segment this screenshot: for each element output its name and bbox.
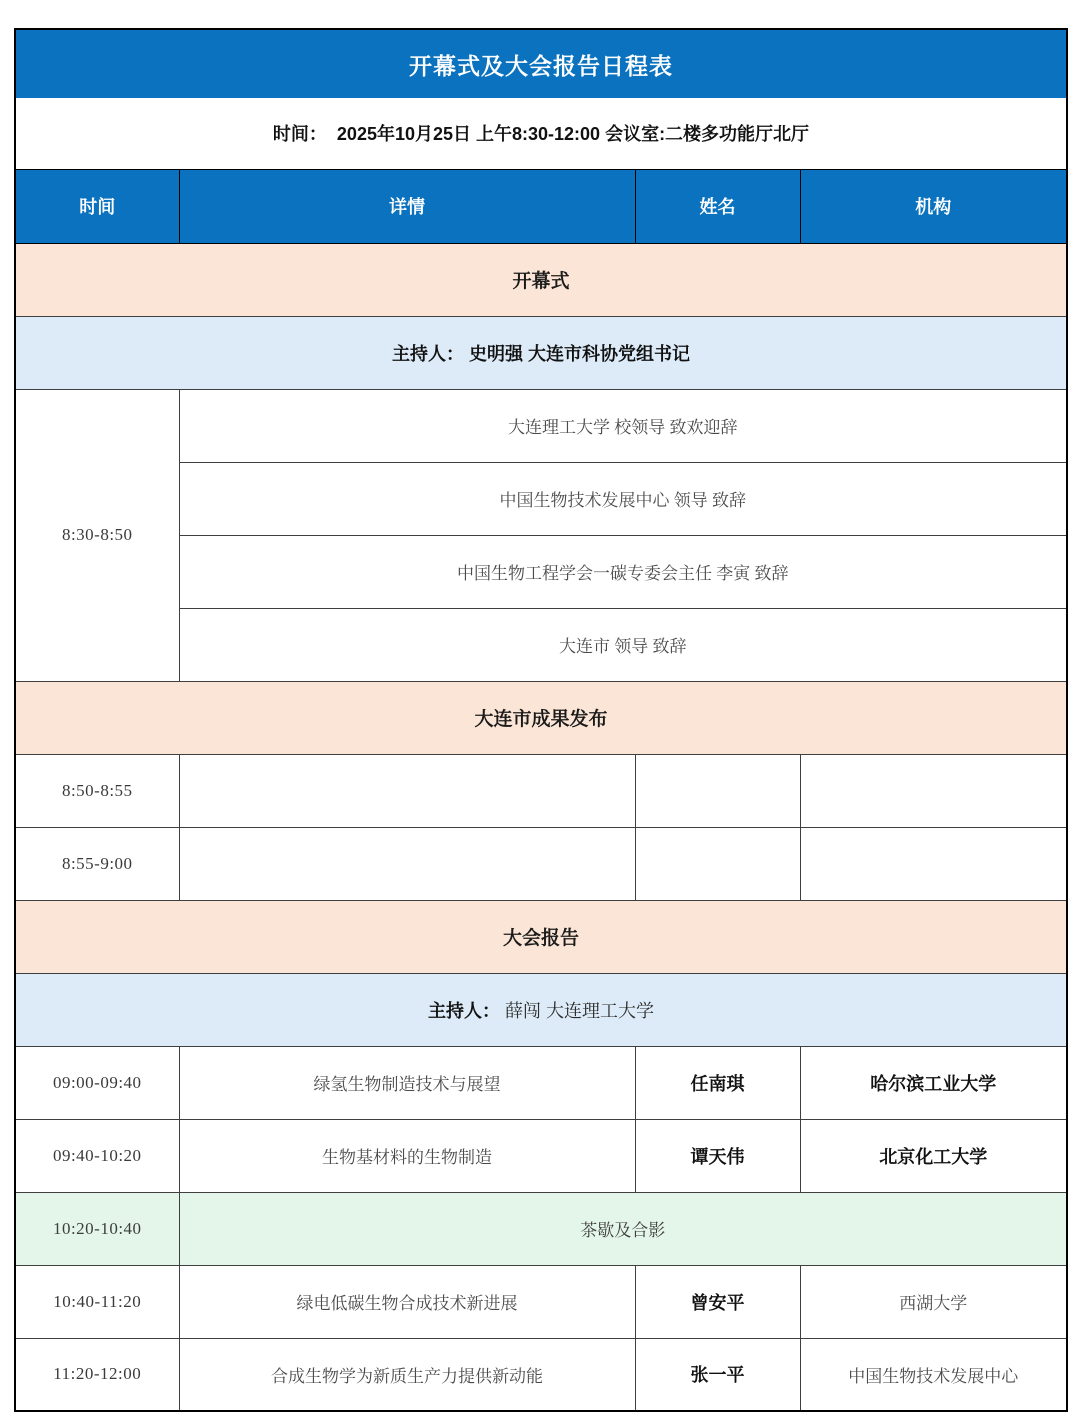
empty-detail-cell: [179, 827, 635, 900]
break-cell: 茶歇及合影: [179, 1192, 1067, 1265]
time-cell: 11:20-12:00: [15, 1338, 179, 1411]
column-header-org: 机构: [800, 169, 1067, 243]
empty-detail-cell: [179, 754, 635, 827]
empty-name-cell: [635, 827, 800, 900]
section-opening: 开幕式: [15, 243, 1067, 316]
talk-title-cell: 生物基材料的生物制造: [179, 1119, 635, 1192]
empty-org-cell: [800, 827, 1067, 900]
org-cell: 西湖大学: [800, 1265, 1067, 1338]
time-cell: 8:30-8:50: [15, 389, 179, 681]
schedule-table: [14, 28, 1068, 1412]
session-info: 时间： 2025年10月25日 上午8:30-12:00 会议室:二楼多功能厅北厅: [15, 98, 1067, 169]
speaker-name-cell: 谭天伟: [635, 1119, 800, 1192]
time-cell: 8:55-9:00: [15, 827, 179, 900]
table-row: [15, 1046, 1067, 1119]
time-cell: 10:20-10:40: [15, 1192, 179, 1265]
column-header-detail: 详情: [179, 169, 635, 243]
table-row: [15, 1119, 1067, 1192]
time-cell: 09:00-09:40: [15, 1046, 179, 1119]
column-header-time: 时间: [15, 169, 179, 243]
table-row: [15, 1265, 1067, 1338]
time-cell: 09:40-10:20: [15, 1119, 179, 1192]
time-cell: 8:50-8:55: [15, 754, 179, 827]
talk-title-cell: 绿氢生物制造技术与展望: [179, 1046, 635, 1119]
section-reports: 大会报告: [15, 900, 1067, 973]
talk-title-cell: 合成生物学为新质生产力提供新动能: [179, 1338, 635, 1411]
speaker-name-cell: 张一平: [635, 1338, 800, 1411]
opening-item: 中国生物技术发展中心 领导 致辞: [179, 462, 1067, 535]
empty-org-cell: [800, 754, 1067, 827]
moderator-opening: 主持人： 史明强 大连市科协党组书记: [15, 316, 1067, 389]
table-row: [15, 1192, 1067, 1265]
talk-title-cell: 绿电低碳生物合成技术新进展: [179, 1265, 635, 1338]
opening-item: 中国生物工程学会一碳专委会主任 李寅 致辞: [179, 535, 1067, 608]
opening-item: 大连理工大学 校领导 致欢迎辞: [179, 389, 1067, 462]
moderator-reports: [15, 973, 1067, 1046]
moderator-label: 主持人：: [427, 1000, 500, 1021]
org-cell: 北京化工大学: [800, 1119, 1067, 1192]
column-header-name: 姓名: [635, 169, 800, 243]
speaker-name-cell: 曾安平: [635, 1265, 800, 1338]
time-cell: 10:40-11:20: [15, 1265, 179, 1338]
speaker-name-cell: 任南琪: [635, 1046, 800, 1119]
org-cell: 中国生物技术发展中心: [800, 1338, 1067, 1411]
empty-name-cell: [635, 754, 800, 827]
section-release: 大连市成果发布: [15, 681, 1067, 754]
org-cell: 哈尔滨工业大学: [800, 1046, 1067, 1119]
table-row: [15, 1338, 1067, 1411]
page-title: 开幕式及大会报告日程表: [15, 29, 1067, 98]
moderator-name: 薛闯 大连理工大学: [505, 1000, 655, 1021]
opening-item: 大连市 领导 致辞: [179, 608, 1067, 681]
